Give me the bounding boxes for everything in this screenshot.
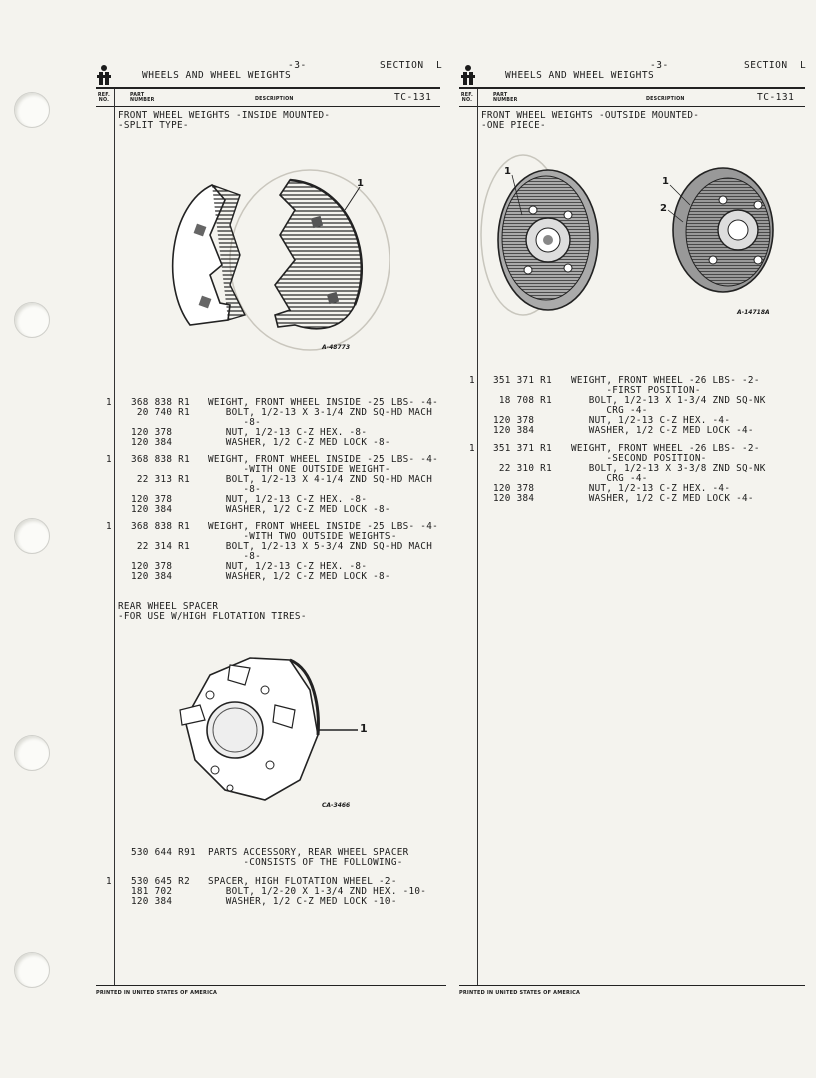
col-part-header: PART NUMBER — [493, 93, 518, 104]
outside-weight-figure — [478, 150, 788, 325]
ref-number: 1 — [469, 443, 475, 454]
part-numbers: 368 838 R1 20 740 R1 120 378 120 384 — [131, 397, 190, 448]
figure-callout: 2 — [660, 203, 667, 214]
part-numbers: 368 838 R1 22 313 R1 120 378 120 384 — [131, 454, 190, 515]
ref-number: 1 — [106, 521, 112, 532]
doc-code: TC-131 — [394, 92, 432, 103]
header-rule — [459, 87, 805, 89]
binder-hole — [14, 302, 50, 338]
figure-label: A-48773 — [322, 344, 351, 351]
footer-rule — [96, 985, 446, 986]
section-heading: FRONT WHEEL WEIGHTS -INSIDE MOUNTED- -SPLIT TYPE- — [118, 110, 331, 131]
ref-number: 1 — [106, 876, 112, 887]
section-label: SECTION L — [744, 60, 807, 71]
figure-callout: 1 — [662, 176, 669, 187]
part-descriptions: WEIGHT, FRONT WHEEL INSIDE -25 LBS- -4- -WITH TWO OUTSIDE WEIGHTS- BOLT, 1/2-13 X 5-3/4 ZND SQ-HD MACH -8- NUT, 1/2-13 C-Z HEX. -8- WASHER, 1/2 C-Z MED LOCK -8- — [208, 521, 438, 582]
figure-label: A-14718A — [737, 309, 770, 316]
part-descriptions: WEIGHT, FRONT WHEEL -26 LBS- -2- -SECOND POSITION- BOLT, 1/2-13 X 3-3/8 ZND SQ-NK CRG -4- NUT, 1/2-13 C-Z HEX. -4- WASHER, 1/2 C-Z MED LOCK -4- — [571, 443, 766, 504]
figure-callout: 1 — [360, 722, 368, 735]
binder-hole — [14, 952, 50, 988]
ih-logo-icon — [97, 64, 111, 86]
column-header-rule — [96, 106, 440, 107]
binder-hole — [14, 518, 50, 554]
ref-number: 1 — [469, 375, 475, 386]
wheel-spacer-figure — [170, 650, 360, 810]
section-heading: REAR WHEEL SPACER -FOR USE W/HIGH FLOTATION TIRES- — [118, 601, 307, 622]
page-number: -3- — [650, 60, 669, 71]
ih-logo-icon — [461, 64, 475, 86]
col-ref-header: REF. NO. — [97, 93, 111, 104]
figure-label: CA-3466 — [322, 802, 351, 809]
part-numbers: 530 644 R91 — [131, 847, 196, 858]
col-desc-header: DESCRIPTION — [646, 97, 685, 102]
section-label: SECTION L — [380, 60, 443, 71]
page-number: -3- — [288, 60, 307, 71]
binder-hole — [14, 92, 50, 128]
figure-callout: 1 — [504, 166, 511, 177]
header-rule — [96, 87, 440, 89]
part-descriptions: WEIGHT, FRONT WHEEL INSIDE -25 LBS- -4- -WITH ONE OUTSIDE WEIGHT- BOLT, 1/2-13 X 4-1/4 ZND SQ-HD MACH -8- NUT, 1/2-13 C-Z HEX. -8- WASHER, 1/2 C-Z MED LOCK -8- — [208, 454, 438, 515]
part-numbers: 351 371 R1 18 708 R1 120 378 120 384 — [493, 375, 552, 436]
ref-number: 1 — [106, 397, 112, 408]
column-header-rule — [459, 106, 805, 107]
part-numbers: 368 838 R1 22 314 R1 120 378 120 384 — [131, 521, 190, 582]
part-descriptions: PARTS ACCESSORY, REAR WHEEL SPACER -CONSISTS OF THE FOLLOWING- — [208, 847, 409, 868]
binder-hole — [14, 735, 50, 771]
col-part-header: PART NUMBER — [130, 93, 155, 104]
printed-notice: PRINTED IN UNITED STATES OF AMERICA — [96, 990, 218, 996]
page-title: WHEELS AND WHEEL WEIGHTS — [142, 70, 292, 81]
doc-code: TC-131 — [757, 92, 795, 103]
col-ref-header: REF. NO. — [460, 93, 474, 104]
figure-callout: 1 — [357, 178, 364, 189]
ref-column-divider — [114, 89, 115, 985]
page-title: WHEELS AND WHEEL WEIGHTS — [505, 70, 655, 81]
part-descriptions: SPACER, HIGH FLOTATION WHEEL -2- BOLT, 1/2-20 X 1-3/4 ZND HEX. -10- WASHER, 1/2 C-Z MED LOCK -10- — [208, 876, 427, 907]
part-numbers: 351 371 R1 22 310 R1 120 378 120 384 — [493, 443, 552, 504]
split-weight-figure — [150, 165, 390, 360]
part-descriptions: WEIGHT, FRONT WHEEL INSIDE -25 LBS- -4- BOLT, 1/2-13 X 3-1/4 ZND SQ-HD MACH -8- NUT, 1/2-13 C-Z HEX. -8- WASHER, 1/2 C-Z MED LOCK -8- — [208, 397, 438, 448]
part-descriptions: WEIGHT, FRONT WHEEL -26 LBS- -2- -FIRST POSITION- BOLT, 1/2-13 X 1-3/4 ZND SQ-NK CRG -4- NUT, 1/2-13 C-Z HEX. -4- WASHER, 1/2 C-Z MED LOCK -4- — [571, 375, 766, 436]
ref-number: 1 — [106, 454, 112, 465]
footer-rule — [459, 985, 805, 986]
printed-notice: PRINTED IN UNITED STATES OF AMERICA — [459, 990, 581, 996]
col-desc-header: DESCRIPTION — [255, 97, 294, 102]
section-heading: FRONT WHEEL WEIGHTS -OUTSIDE MOUNTED- -ONE PIECE- — [481, 110, 700, 131]
part-numbers: 530 645 R2 181 702 120 384 — [131, 876, 190, 907]
